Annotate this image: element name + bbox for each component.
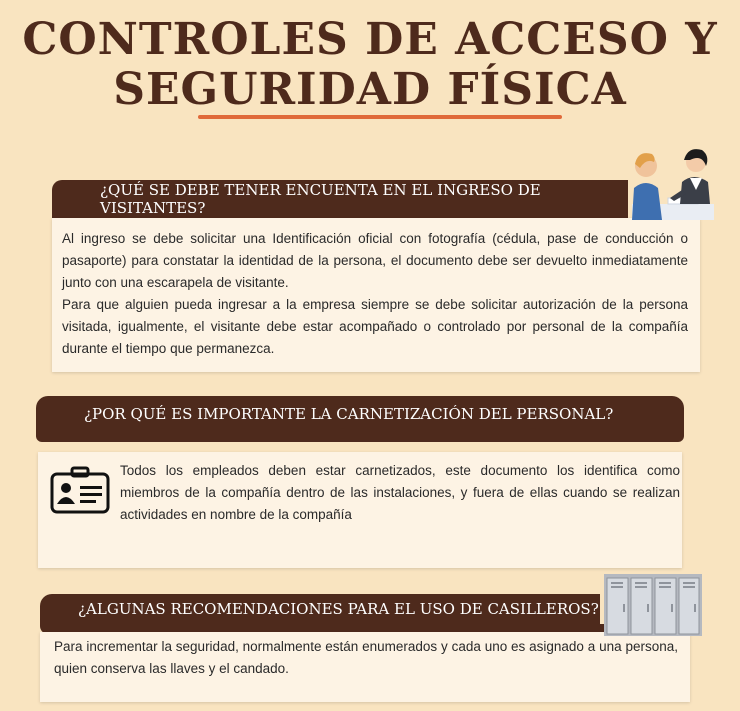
section-id-card-heading	[36, 396, 684, 432]
id-card-paragraph-1: Todos los empleados deben estar carnetizados, este documento los identifica como miembros de la compañía dentro de las instalaciones, y fuera de ellas cuando se realizan actividades en nombre de la compañía	[120, 463, 680, 522]
section-id-card-heading-text: ¿POR QUÉ ES IMPORTANTE LA CARNETIZACIÓN DEL PERSONAL?	[84, 405, 614, 423]
visitors-paragraph-1: Al ingreso se debe solicitar una Identificación oficial con fotografía (cédula, pase de conducción o pasaporte) para constatar la identidad de la persona, el documento debe ser devuelto inmediatamente junto con una escarapela de visitante.	[62, 231, 688, 290]
lockers-paragraph-1: Para incrementar la seguridad, normalmente están enumerados y cada uno es asignado a una persona, quien conserva las llaves y el candado.	[54, 639, 678, 676]
lockers-icon	[604, 574, 702, 636]
visitors-paragraph-2: Para que alguien pueda ingresar a la empresa siempre se debe solicitar autorización de la persona visitada, igualmente, el visitante debe estar acompañado o controlado por personal de la compañía durante el tiempo que permanezca.	[62, 297, 688, 356]
reception-visitors-icon	[632, 146, 714, 220]
section-lockers-card	[40, 632, 690, 702]
page-title-line-2: SEGURIDAD FÍSICA	[113, 64, 627, 115]
id-badge-icon	[50, 466, 110, 514]
section-id-card-heading-band	[36, 432, 684, 442]
section-visitors-heading-text: ¿QUÉ SE DEBE TENER ENCUENTA EN EL INGRESO DE VISITANTES?	[100, 181, 541, 217]
section-id-card-card	[38, 452, 682, 568]
title-underline	[198, 115, 562, 119]
page-title-line-1: CONTROLES DE ACCESO Y	[22, 14, 718, 65]
section-lockers-heading-text: ¿ALGUNAS RECOMENDACIONES PARA EL USO DE CASILLEROS?	[78, 600, 599, 618]
section-visitors-heading	[52, 180, 628, 218]
section-lockers-heading	[40, 594, 600, 624]
section-visitors-card	[52, 218, 700, 372]
